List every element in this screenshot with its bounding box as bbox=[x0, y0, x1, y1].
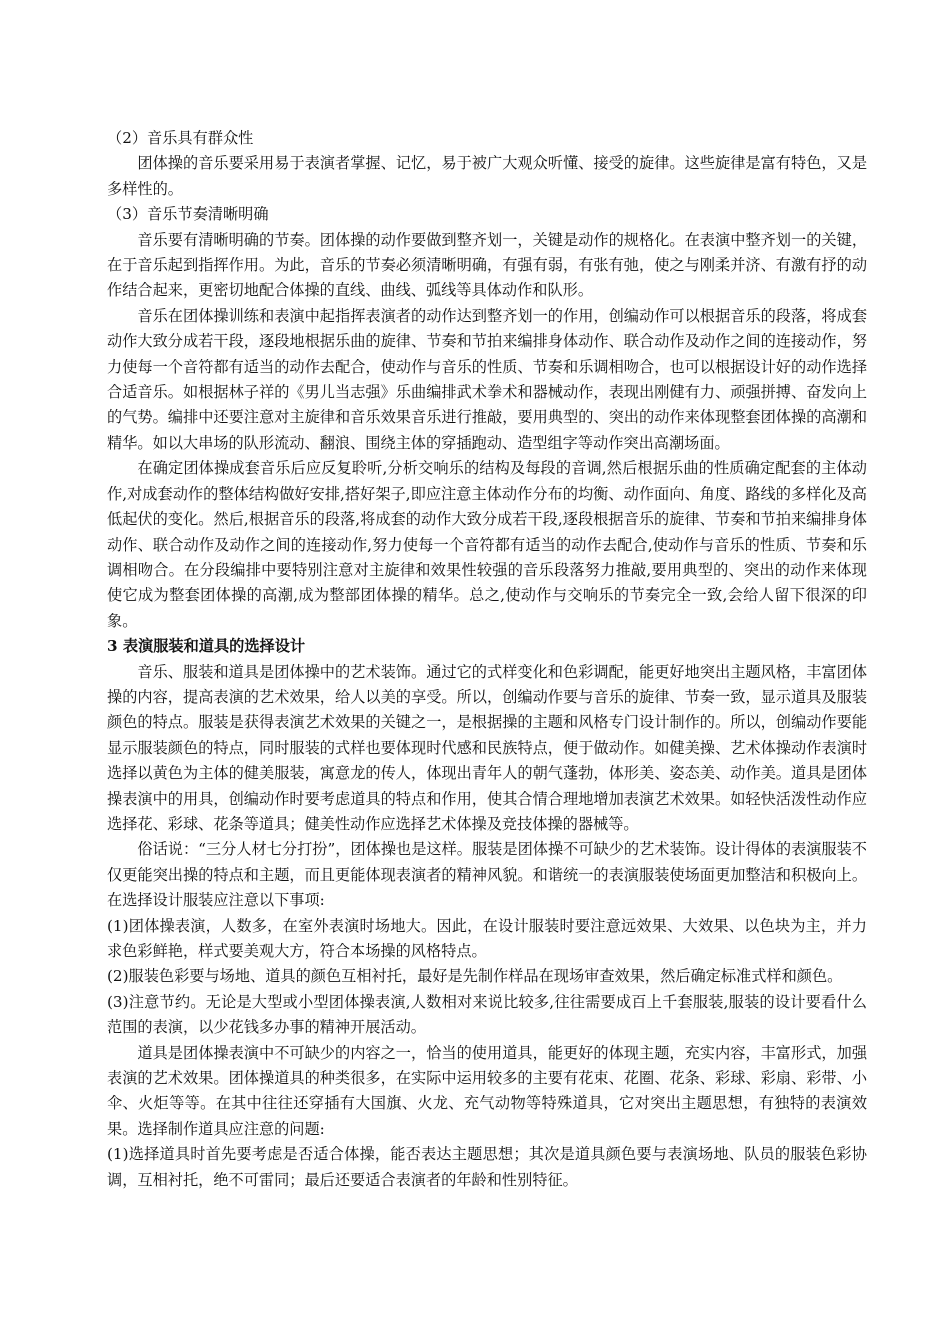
section-heading-costume-props: 3 表演服装和道具的选择设计 bbox=[107, 637, 306, 656]
list-item: (3)注意节约。无论是大型或小型团体操表演,人数相对来说比较多,往往需要成百上千套服装,服装的设计要看什么范围的表演，以少花钱多办事的精神开展活动。 bbox=[107, 992, 867, 1037]
list-item: (1)选择道具时首先要考虑是否适合体操，能否表达主题思想；其次是道具颜色要与表演场地、队员的服装色彩协调，互相衬托，绝不可雷同；最后还要适合表演者的年龄和性别特征。 bbox=[107, 1145, 867, 1189]
paragraph: 俗话说：“三分人材七分打扮”，团体操也是这样。服装是团体操不可缺少的艺术装饰。设计得体的表演服装不仅更能突出操的特点和主题，而且更能体现表演者的精神风貌。和谐统一的表演服装使场面更加整洁和积极向上。在选择设计服装应注意以下事项: bbox=[107, 840, 867, 910]
list-item: (2)服装色彩要与场地、道具的颜色互相衬托，最好是先制作样品在现场审查效果，然后确定标准式样和颜色。 bbox=[107, 967, 843, 986]
list-item: (1)团体操表演，人数多，在室外表演时场地大。因此，在设计服装时要注意远效果、大效果、以色块为主，并力求色彩鲜艳，样式要美观大方，符合本场操的风格特点。 bbox=[107, 916, 867, 960]
paragraph: 音乐、服装和道具是团体操中的艺术装饰。通过它的式样变化和色彩调配，能更好地突出主题风格，丰富团体操的内容，提高表演的艺术效果，给人以美的享受。所以，创编动作要与音乐的旋律、节奏一致，显示道具及服装颜色的特点。服装是获得表演艺术效果的关键之一，是根据操的主题和风格专门设计制作的。所以，创编动作要能显示服装颜色的特点，同时服装的式样也要体现时代感和民族特点，便于做动作。如健美操、艺术体操动作表演时选择以黄色为主体的健美服装，寓意龙的传人，体现出青年人的朝气蓬勃，体形美、姿态美、动作美。道具是团体操表演中的用具，创编动作时要考虑道具的特点和作用，使其合情合理地增加表演艺术效果。如轻快活泼性动作应选择花、彩球、花条等道具；健美性动作应选择艺术体操及竞技体操的器械等。 bbox=[107, 662, 867, 833]
paragraph: 音乐要有清晰明确的节奏。团体操的动作要做到整齐划一，关键是动作的规格化。在表演中整齐划一的关键，在于音乐起到指挥作用。为此，音乐的节奏必须清晰明确，有强有弱，有张有弛，使之与刚柔并济、有激有抒的动作结合起来，更密切地配合体操的直线、曲线、弧线等具体动作和队形。 bbox=[107, 230, 867, 300]
subheading-music-popularity: （2）音乐具有群众性 bbox=[107, 129, 254, 147]
document-body bbox=[107, 126, 867, 1193]
paragraph: 道具是团体操表演中不可缺少的内容之一，恰当的使用道具，能更好的体现主题，充实内容，丰富形式，加强表演的艺术效果。团体操道具的种类很多，在实际中运用较多的主要有花束、花圈、花条、彩球、彩扇、彩带、小伞、火炬等等。在其中往往还穿插有大国旗、火龙、充气动物等特殊道具，它对突出主题思想，有独特的表演效果。选择制作道具应注意的问题: bbox=[107, 1043, 867, 1138]
paragraph: 团体操的音乐要采用易于表演者掌握、记忆，易于被广大观众听懂、接受的旋律。这些旋律是富有特色，又是多样性的。 bbox=[107, 154, 867, 198]
paragraph: 音乐在团体操训练和表演中起指挥表演者的动作达到整齐划一的作用，创编动作可以根据音乐的段落，将成套动作大致分成若干段，逐段地根据乐曲的旋律、节奏和节拍来编排身体动作、联合动作及动作之间的连接动作，努力使每一个音符都有适当的动作去配合，使动作与音乐的性质、节奏和乐调相吻合，也可以根据设计好的动作选择合适音乐。如根据林子祥的《男儿当志强》乐曲编排武术拳术和器械动作，表现出刚健有力、顽强拼搏、奋发向上的气势。编排中还要注意对主旋律和音乐效果音乐进行推敲，要用典型的、突出的动作来体现整套团体操的高潮和精华。如以大串场的队形流动、翻浪、围绕主体的穿插跑动、造型组字等动作突出高潮场面。 bbox=[107, 306, 867, 452]
subheading-music-rhythm: （3）音乐节奏清晰明确 bbox=[107, 205, 269, 224]
paragraph: 在确定团体操成套音乐后应反复聆听,分析交响乐的结构及每段的音调,然后根据乐曲的性质确定配套的主体动作,对成套动作的整体结构做好安排,搭好架子,即应注意主体动作分布的均衡、动作面向、角度、路线的多样化及高低起伏的变化。然后,根据音乐的段落,将成套的动作大致分成若干段,逐段根据音乐的旋律、节奏和节拍来编排身体动作、联合动作及动作之间的连接动作,努力使每一个音符都有适当的动作去配合,使动作与音乐的性质、节奏和乐调相吻合。在分段编排中要特别注意对主旋律和效果性较强的音乐段落努力推敲,要用典型的、突出的动作来体现使它成为整套团体操的高潮,成为整部团体操的精华。总之,使动作与交响乐的节奏完全一致,会给人留下很深的印象。 bbox=[107, 459, 867, 630]
